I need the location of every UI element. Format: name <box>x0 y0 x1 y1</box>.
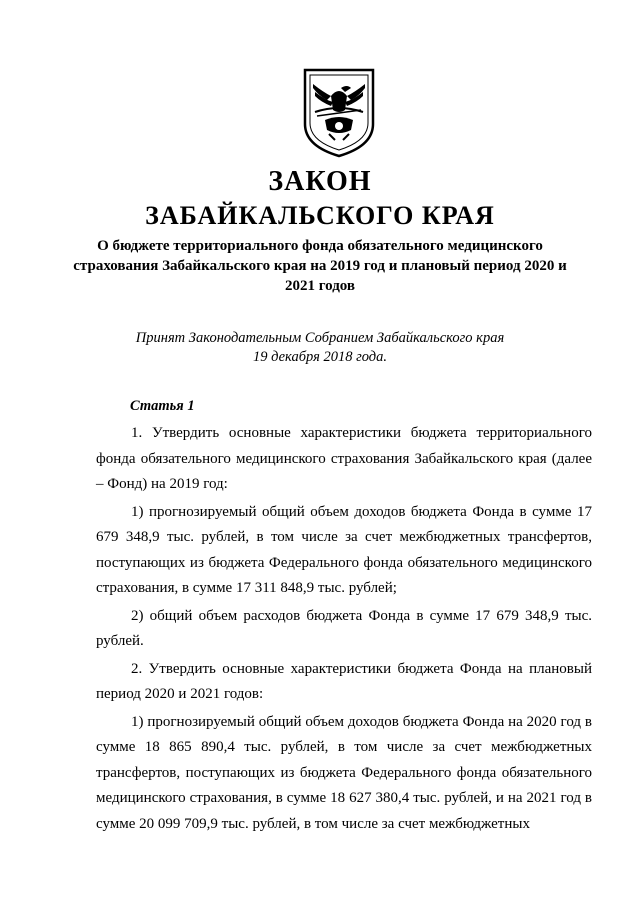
coat-of-arms-icon <box>301 66 377 158</box>
paragraph: 2) общий объем расходов бюджета Фонда в сумме 17 679 348,9 тыс. рублей. <box>96 607 592 649</box>
law-region: ЗАБАЙКАЛЬСКОГО КРАЯ <box>145 201 495 230</box>
article-body <box>96 421 592 837</box>
law-subject: О бюджете территориального фонда обязательного медицинского страхования Забайкальского края на 2019 год и плановый период 2020 и 2021 годов <box>73 238 567 294</box>
paragraph: 1. Утвердить основные характеристики бюджета территориального фонда обязательного медицинского страхования Забайкальского края (далее – Фонд) на 2019 год: <box>96 425 592 492</box>
adoption-note <box>60 329 580 367</box>
adoption-date: 19 декабря 2018 года. <box>252 349 387 365</box>
paragraph: 2. Утвердить основные характеристики бюджета Фонда на плановый период 2020 и 2021 годов: <box>96 660 592 702</box>
paragraph: 1) прогнозируемый общий объем доходов бюджета Фонда в сумме 17 679 348,9 тыс. рублей, в том числе за счет межбюджетных трансфертов, поступающих из бюджета Федерального фонда обязательного медицинского страхования, в сумме 17 311 848,9 тыс. рублей; <box>96 503 592 596</box>
law-title: ЗАКОН <box>268 166 372 197</box>
article-heading: Статья 1 <box>130 398 195 414</box>
adoption-line-body: Принят Законодательным Собранием Забайкальского края <box>135 330 505 346</box>
paragraph: 1) прогнозируемый общий объем доходов бюджета Фонда на 2020 год в сумме 18 865 890,4 тыс. рублей, в том числе за счет межбюджетных трансфертов, поступающих из бюджета Федерального фонда обязательного медицинского страхования, в сумме 18 627 380,4 тыс. рублей, и на 2021 год в сумме 20 099 709,9 тыс. рублей, в том числе за счет межбюджетных <box>96 713 592 832</box>
